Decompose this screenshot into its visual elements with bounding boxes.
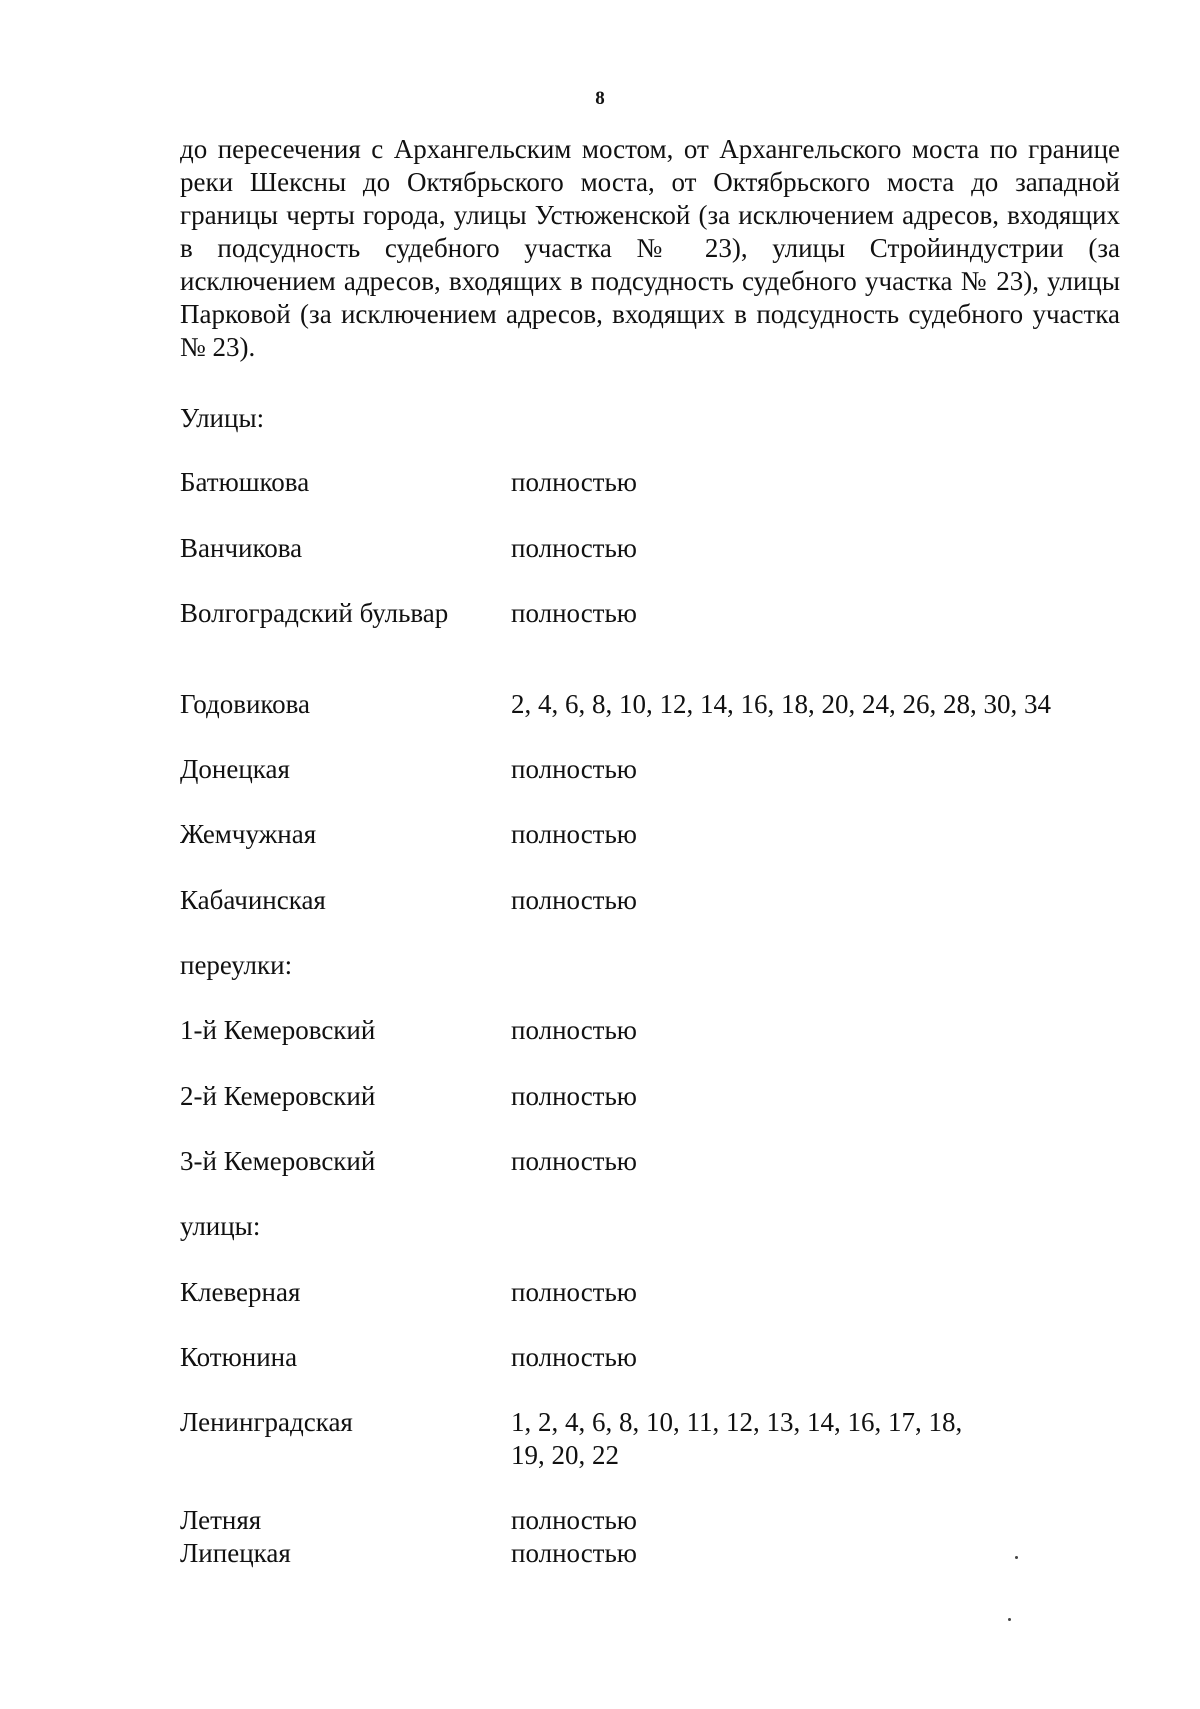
street-name: Летняя xyxy=(180,1505,262,1535)
intro-paragraph: до пересечения с Архангельским мостом, от Архангельского моста по границе реки Шексны до Октябрьского моста, от Октябрьского моста до западной границы черты города, улицы Устюженской (за исключением адресов, входящих в подсудность судебного участка № 23), улицы Стройиндустрии (за исключением адресов, входящих в подсудность судебного участка № 23), улицы Парковой (за исключением адресов, входящих в подсудность судебного участка № 23). xyxy=(180,134,1120,362)
street-extent: полностью xyxy=(511,1146,637,1176)
street-extent: полностью xyxy=(511,1342,637,1372)
street-extent: полностью xyxy=(511,598,637,628)
street-extent: полностью xyxy=(511,885,637,915)
street-extent: полностью xyxy=(511,467,637,497)
street-extent: 2, 4, 6, 8, 10, 12, 14, 16, 18, 20, 24, 26, 28, 30, 34 xyxy=(511,689,1051,719)
section-heading-streets-2: улицы: xyxy=(180,1211,261,1241)
street-extent: 1, 2, 4, 6, 8, 10, 11, 12, 13, 14, 16, 17, 18, 19, 20, 22 xyxy=(511,1407,963,1470)
street-name: Жемчужная xyxy=(180,819,317,849)
street-extent: полностью xyxy=(511,1505,637,1535)
street-extent: полностью xyxy=(511,754,637,784)
street-name: Липецкая xyxy=(180,1538,291,1568)
street-name: Клеверная xyxy=(180,1277,301,1307)
street-extent: полностью xyxy=(511,819,637,849)
street-name: Донецкая xyxy=(180,754,290,784)
scan-speck xyxy=(1015,1556,1018,1559)
street-name: 2-й Кемеровский xyxy=(180,1081,376,1111)
street-name: Волгоградский бульвар xyxy=(180,598,449,628)
section-heading-streets: Улицы: xyxy=(180,403,265,433)
street-extent: полностью xyxy=(511,1081,637,1111)
street-extent: полностью xyxy=(511,1538,637,1568)
street-name: 1-й Кемеровский xyxy=(180,1015,376,1045)
street-extent: полностью xyxy=(511,1015,637,1045)
page-number: 8 xyxy=(595,88,605,109)
street-name: Кабачинская xyxy=(180,885,326,915)
section-heading-lanes: переулки: xyxy=(180,950,293,980)
street-extent: полностью xyxy=(511,533,637,563)
street-name: Батюшкова xyxy=(180,467,310,497)
scan-speck xyxy=(1008,1618,1011,1621)
street-name: Котюнина xyxy=(180,1342,298,1372)
street-name: 3-й Кемеровский xyxy=(180,1146,376,1176)
street-name: Годовикова xyxy=(180,689,311,719)
street-name: Ленинградская xyxy=(180,1407,353,1437)
street-name: Ванчикова xyxy=(180,533,303,563)
street-extent: полностью xyxy=(511,1277,637,1307)
